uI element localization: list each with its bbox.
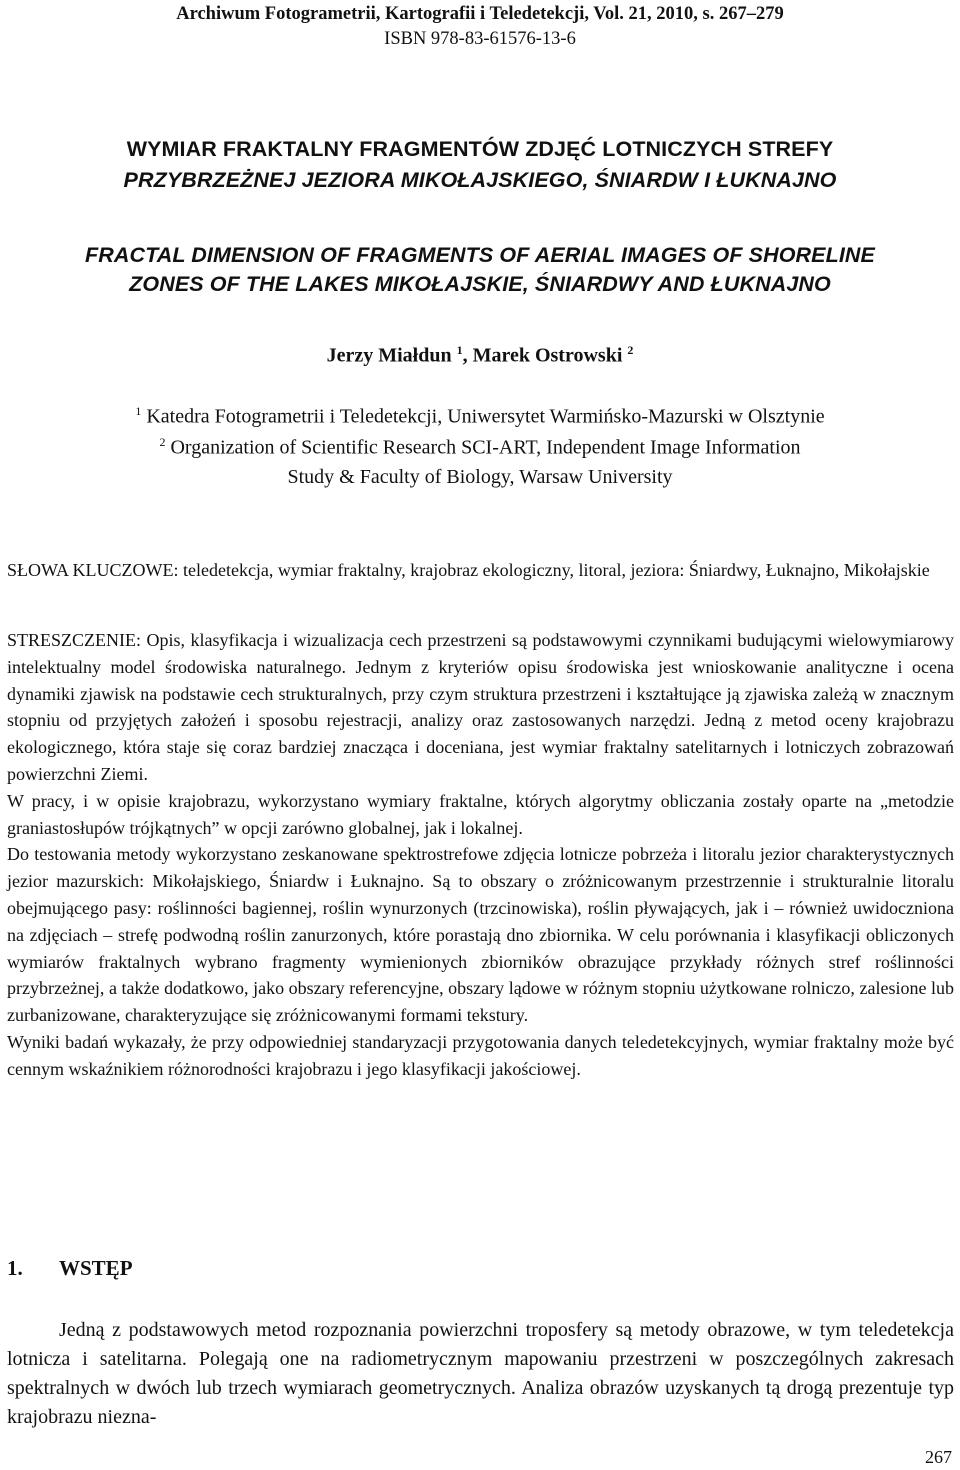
title-english-line2: ZONES OF THE LAKES MIKOŁAJSKIE, ŚNIARDWY AND ŁUKNAJNO	[129, 272, 831, 296]
title-english-line1: FRACTAL DIMENSION OF FRAGMENTS OF AERIAL IMAGES OF SHORELINE	[85, 243, 875, 267]
affiliation-2-line2: Study & Faculty of Biology, Warsaw University	[287, 466, 673, 488]
affiliation-2-text-line1: Organization of Scientific Research SCI-ART, Independent Image Information	[170, 436, 801, 459]
isbn-line: ISBN 978-83-61576-13-6	[384, 29, 576, 49]
affiliation-2	[0, 435, 960, 460]
author-1: Jerzy Miałdun	[326, 344, 452, 367]
affiliation-1-text: Katedra Fotogrametrii i Teledetekcji, Uniwersytet Warmińsko-Mazurski w Olsztynie	[146, 405, 825, 428]
intro-paragraph: Jedną z podstawowych metod rozpoznania powierzchni troposfery są metody obrazowe, w tym teledetekcja lotnicza i satelitarna. Polegają one na radiometrycznym mapowaniu przestrzeni w poszczególnych zakresach spektralnych w dwóch lub trzech wymiarach geometrycznych. Analiza obrazów uzyskanych tą drogą prezentuje typ krajobrazu niezna-	[7, 1319, 954, 1428]
author-2: Marek Ostrowski	[472, 344, 623, 367]
section-number: 1.	[7, 1256, 23, 1280]
page-number: 267	[925, 1447, 952, 1467]
authors	[0, 343, 960, 368]
author-2-affiliation-mark: 2	[627, 343, 634, 357]
affiliation-2-mark: 2	[159, 435, 166, 449]
abstract-paragraph-3: Do testowania metody wykorzystano zeskanowane spektrostrefowe zdjęcia lotnicze pobrzeża i litoralu jezior charakterystycznych jezior mazurskich: Mikołajskiego, Śniardw i Łuknajno. Są to obszary o zróżnicowanym przestrzennie i strukturalnie litoralu obejmującego pasy: roślinności bagiennej, roślin wynurzonych (trzcinowiska), roślin pływających, jak i – również uwidoczniona na zdjęciach – strefę podwodną roślin zanurzonych, które porastają dno zbiornika. W celu porównania i klasyfikacji obliczonych wymiarów fraktalnych wybrano fragmenty wymienionych zbiorników obrazujące przykłady różnych stref roślinności przybrzeżnej, a także dodatkowo, jako obszary referencyjne, obszary lądowe w różnym stopniu użytkowane rolniczo, zalesione lub zurbanizowane, charakteryzujące się zróżnicowanymi formami tekstury.	[7, 844, 954, 1026]
journal-header: Archiwum Fotogrametrii, Kartografii i Teledetekcji, Vol. 21, 2010, s. 267–279	[176, 4, 784, 24]
title-polish-line1: WYMIAR FRAKTALNY FRAGMENTÓW ZDJĘĆ LOTNICZYCH STREFY	[126, 137, 834, 161]
abstract-paragraph-1: STRESZCZENIE: Opis, klasyfikacja i wizualizacja cech przestrzeni są podstawowymi czynnikami budującymi wielowymiarowy intelektualny model środowiska naturalnego. Jednym z kryteriów opisu środowiska jest wnioskowanie analityczne i ocena dynamiki zjawisk na podstawie cech strukturalnych, przy czym struktura przestrzeni i kształtujące ją zjawiska zależą w znacznym stopniu od przyjętych założeń i sposobu rejestracji, analizy oraz zastosowanych narzędzi. Jedną z metod oceny krajobrazu ekologicznego, która staje się coraz bardziej znacząca i doceniana, jest wymiar fraktalny satelitarnych i lotniczych zobrazowań powierzchni Ziemi.	[7, 630, 954, 784]
abstract-paragraph-2: W pracy, i w opisie krajobrazu, wykorzystano wymiary fraktalne, których algorytmy obliczania zostały oparte na „metodzie graniastosłupów trójkątnych” w opcji zarówno globalnej, jak i lokalnej.	[7, 790, 954, 838]
keywords: SŁOWA KLUCZOWE: teledetekcja, wymiar fraktalny, krajobraz ekologiczny, litoral, jeziora: Śniardwy, Łuknajno, Mikołajskie	[7, 560, 930, 580]
abstract	[7, 627, 954, 1083]
section-heading	[7, 1256, 133, 1281]
section-title: WSTĘP	[59, 1256, 133, 1280]
author-1-affiliation-mark: 1	[456, 343, 463, 357]
affiliation-1	[0, 404, 960, 429]
author-separator: ,	[462, 344, 473, 367]
title-polish-line2: PRZYBRZEŻNEJ JEZIORA MIKOŁAJSKIEGO, ŚNIARDW I ŁUKNAJNO	[123, 168, 837, 192]
abstract-paragraph-4: Wyniki badań wykazały, że przy odpowiedniej standaryzacji przygotowania danych teledetekcyjnych, wymiar fraktalny może być cennym wskaźnikiem różnorodności krajobrazu i jego klasyfikacji jakościowej.	[7, 1031, 954, 1079]
affiliation-1-mark: 1	[135, 404, 142, 418]
